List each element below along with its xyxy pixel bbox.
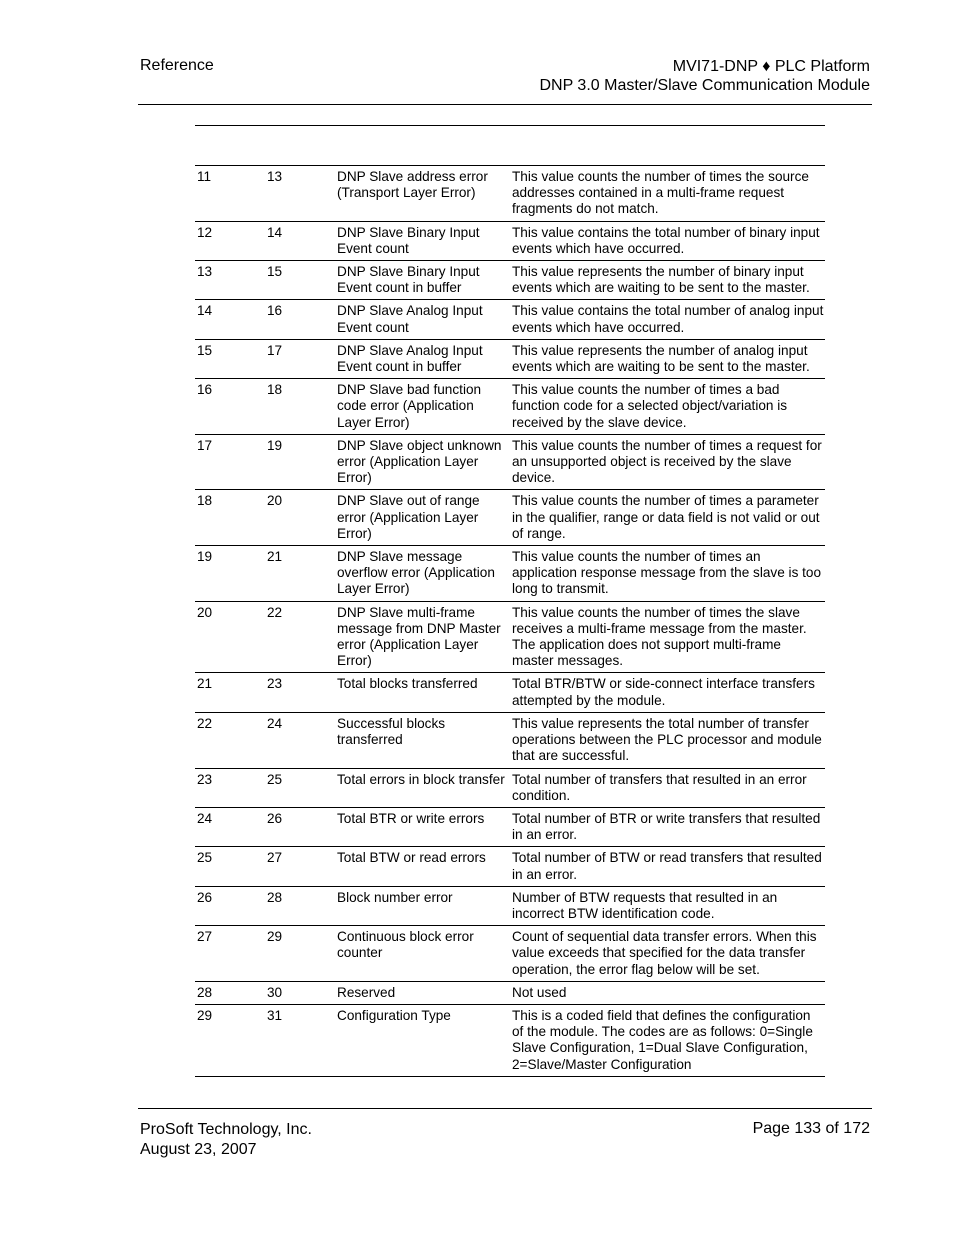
register-table [195,165,825,1077]
name-cell: Total blocks transferred [335,673,510,712]
description-cell: Number of BTW requests that resulted in an incorrect BTW identification code. [510,886,825,925]
offset-cell: 23 [195,768,265,807]
offset-cell: 20 [195,601,265,673]
name-cell: Total errors in block transfer [335,768,510,807]
register-cell: 13 [265,166,335,222]
name-cell: DNP Slave Binary Input Event count [335,221,510,260]
header-product [539,57,870,95]
description-cell: Total number of BTW or read transfers that resulted in an error. [510,847,825,886]
description-cell: This value counts the number of times the slave receives a multi-frame message from the master. The application does not support multi-frame master messages. [510,601,825,673]
name-cell: DNP Slave multi-frame message from DNP Master error (Application Layer Error) [335,601,510,673]
description-cell: This value counts the number of times an application response message from the slave is too long to transmit. [510,546,825,602]
description-cell: This value counts the number of times a parameter in the qualifier, range or data field is not valid or out of range. [510,490,825,546]
table-row [195,166,825,222]
offset-cell: 16 [195,379,265,435]
register-cell: 20 [265,490,335,546]
table-row [195,300,825,339]
table-row [195,981,825,1004]
description-cell: This value counts the number of times a bad function code for a selected object/variation is received by the slave device. [510,379,825,435]
table-row [195,490,825,546]
name-cell: DNP Slave Analog Input Event count in buffer [335,339,510,378]
table-row [195,807,825,846]
offset-cell: 18 [195,490,265,546]
name-cell: Continuous block error counter [335,926,510,982]
register-cell: 26 [265,807,335,846]
description-cell: This value represents the number of analog input events which are waiting to be sent to the master. [510,339,825,378]
name-cell: DNP Slave Analog Input Event count [335,300,510,339]
register-cell: 17 [265,339,335,378]
description-cell: Total BTR/BTW or side-connect interface transfers attempted by the module. [510,673,825,712]
description-cell: Total number of BTR or write transfers that resulted in an error. [510,807,825,846]
table-row [195,1004,825,1076]
register-cell: 24 [265,712,335,768]
table-row [195,601,825,673]
name-cell: Successful blocks transferred [335,712,510,768]
offset-cell: 24 [195,807,265,846]
register-cell: 25 [265,768,335,807]
register-cell: 22 [265,601,335,673]
description-cell: This value counts the number of times the source addresses contained in a multi-frame request fragments do not match. [510,166,825,222]
offset-cell: 17 [195,434,265,490]
name-cell: Block number error [335,886,510,925]
offset-cell: 14 [195,300,265,339]
table-row [195,673,825,712]
offset-cell: 29 [195,1004,265,1076]
table-row [195,261,825,300]
register-cell: 27 [265,847,335,886]
description-cell: This value represents the number of binary input events which are waiting to be sent to the master. [510,261,825,300]
table-row [195,339,825,378]
register-cell: 30 [265,981,335,1004]
description-cell: Count of sequential data transfer errors. When this value exceeds that specified for the data transfer operation, the error flag below will be set. [510,926,825,982]
footer-page-number: Page 133 of 172 [752,1120,870,1137]
header-divider [138,104,872,105]
offset-cell: 11 [195,166,265,222]
header-section-title: Reference [140,57,214,74]
register-cell: 14 [265,221,335,260]
description-cell: This value counts the number of times a request for an unsupported object is received by the slave device. [510,434,825,490]
description-cell: This value contains the total number of binary input events which have occurred. [510,221,825,260]
register-cell: 15 [265,261,335,300]
offset-cell: 21 [195,673,265,712]
offset-cell: 12 [195,221,265,260]
offset-cell: 15 [195,339,265,378]
name-cell: DNP Slave Binary Input Event count in buffer [335,261,510,300]
description-cell: This is a coded field that defines the configuration of the module. The codes are as follows: 0=Single Slave Configuration, 1=Dual Slave Configuration, 2=Slave/Master Configuration [510,1004,825,1076]
register-cell: 16 [265,300,335,339]
register-cell: 18 [265,379,335,435]
name-cell: DNP Slave bad function code error (Application Layer Error) [335,379,510,435]
offset-cell: 25 [195,847,265,886]
name-cell: DNP Slave message overflow error (Application Layer Error) [335,546,510,602]
description-cell: This value contains the total number of analog input events which have occurred. [510,300,825,339]
table-row [195,886,825,925]
table-top-divider [195,125,825,126]
register-cell: 23 [265,673,335,712]
table-row [195,546,825,602]
register-cell: 28 [265,886,335,925]
footer-date: August 23, 2007 [140,1141,257,1158]
footer-company: ProSoft Technology, Inc. [140,1121,312,1138]
table-row [195,768,825,807]
table-row [195,379,825,435]
name-cell: DNP Slave out of range error (Application Layer Error) [335,490,510,546]
table-row [195,926,825,982]
register-cell: 19 [265,434,335,490]
header-product-subtitle: DNP 3.0 Master/Slave Communication Module [539,77,870,94]
name-cell: Total BTR or write errors [335,807,510,846]
description-cell: Total number of transfers that resulted in an error condition. [510,768,825,807]
table-row [195,847,825,886]
table-row [195,712,825,768]
name-cell: Reserved [335,981,510,1004]
name-cell: Configuration Type [335,1004,510,1076]
table-row [195,221,825,260]
footer-divider [138,1108,872,1109]
register-table-body [195,166,825,1077]
name-cell: DNP Slave address error (Transport Layer Error) [335,166,510,222]
table-row [195,434,825,490]
offset-cell: 26 [195,886,265,925]
register-cell: 29 [265,926,335,982]
description-cell: This value represents the total number of transfer operations between the PLC processor and module that are successful. [510,712,825,768]
footer-company-block [140,1120,312,1160]
register-cell: 31 [265,1004,335,1076]
register-cell: 21 [265,546,335,602]
offset-cell: 28 [195,981,265,1004]
offset-cell: 13 [195,261,265,300]
name-cell: Total BTW or read errors [335,847,510,886]
header-product-line: MVI71-DNP ♦ PLC Platform [672,58,870,75]
offset-cell: 27 [195,926,265,982]
description-cell: Not used [510,981,825,1004]
offset-cell: 19 [195,546,265,602]
name-cell: DNP Slave object unknown error (Application Layer Error) [335,434,510,490]
offset-cell: 22 [195,712,265,768]
